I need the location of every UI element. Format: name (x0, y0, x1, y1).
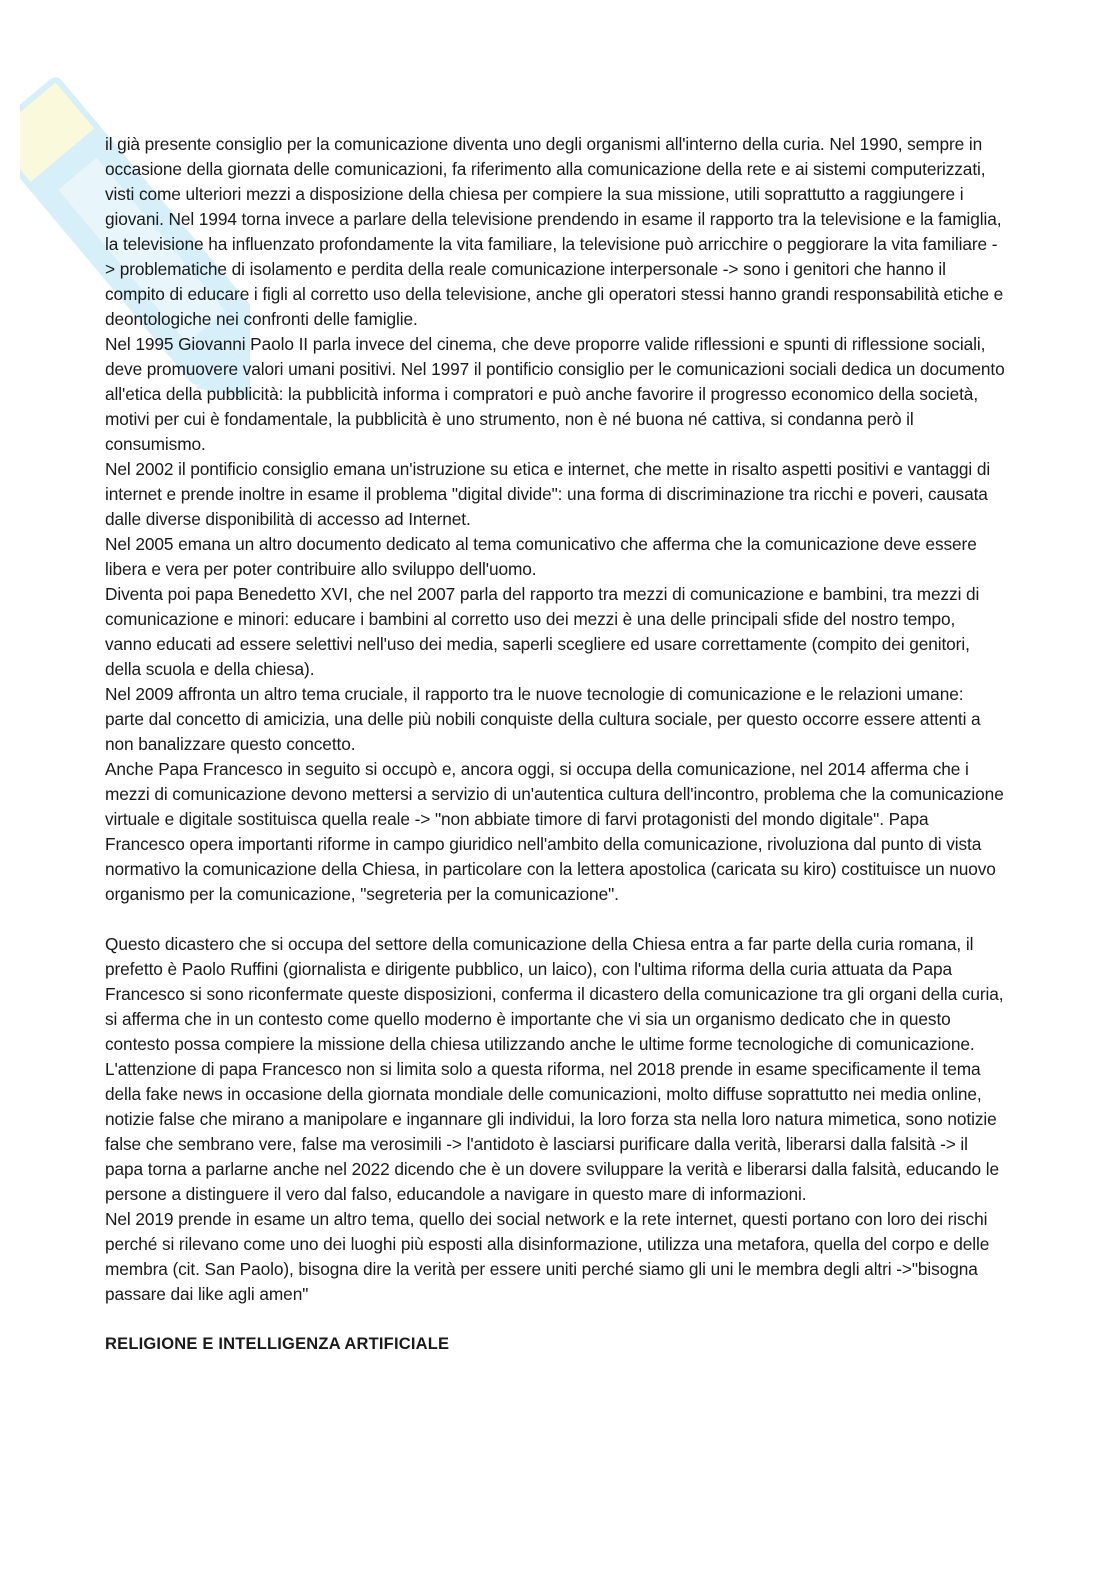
paragraph: Diventa poi papa Benedetto XVI, che nel 2007 parla del rapporto tra mezzi di comunicazione e bambini, tra mezzi di comunicazione e minori: educare i bambini al corretto uso dei mezzi è una delle principali sfide del nostro tempo, vanno educati ad essere selettivi nell'uso dei media, saperli scegliere ed usare correttamente (compito dei genitori, della scuola e della chiesa). (105, 584, 980, 679)
paragraph: L'attenzione di papa Francesco non si limita solo a questa riforma, nel 2018 prende in esame specificamente il tema della fake news in occasione della giornata mondiale delle comunicazioni, molto diffuse soprattutto nei media online, notizie false che mirano a manipolare e ingannare gli individui, la loro forza sta nella loro natura mimetica, sono notizie false che sembrano vere, false ma verosimili -> l'antidoto è lasciarsi purificare dalla verità, liberarsi dalla falsità -> il papa torna a parlarne anche nel 2022 dicendo che è un dovere sviluppare la verità e liberarsi dalla falsità, educando le persone a distinguere il vero dal falso, educandole a navigare in questo mare di informazioni. (105, 1059, 999, 1204)
paragraph: Nel 2005 emana un altro documento dedicato al tema comunicativo che afferma che la comunicazione deve essere libera e vera per poter contribuire allo sviluppo dell'uomo. (105, 534, 977, 579)
paragraph: Anche Papa Francesco in seguito si occupò e, ancora oggi, si occupa della comunicazione, nel 2014 afferma che i mezzi di comunicazione devono mettersi a servizio di un'autentica cultura dell'incontro, problema che la comunicazione virtuale e digitale sostituisca quella reale -> "non abbiate timore di farvi protagonisti del mondo digitale". Papa Francesco opera importanti riforme in campo giuridico nell'ambito della comunicazione, rivoluziona dal punto di vista normativo la comunicazione della Chiesa, in particolare con la lettera apostolica (caricata su kiro) costituisce un nuovo organismo per la comunicazione, "segreteria per la comunicazione". (105, 759, 1004, 904)
paragraph-spacer (105, 907, 1005, 932)
paragraph: Questo dicastero che si occupa del settore della comunicazione della Chiesa entra a far parte della curia romana, il prefetto è Paolo Ruffini (giornalista e dirigente pubblico, un laico), con l'ultima riforma della curia attuata da Papa Francesco si sono riconfermate queste disposizioni, conferma il dicastero della comunicazione tra gli organi della curia, si afferma che in un contesto come quello moderno è importante che vi sia un organismo dedicato che in questo contesto possa compiere la missione della chiesa utilizzando anche le ultime forme tecnologiche di comunicazione. (105, 934, 1004, 1054)
paragraph: Nel 2002 il pontificio consiglio emana un'istruzione su etica e internet, che mette in risalto aspetti positivi e vantaggi di internet e prende inoltre in esame il problema "digital divide": una forma di discriminazione tra ricchi e poveri, causata dalle diverse disponibilità di accesso ad Internet. (105, 459, 991, 529)
paragraph: Nel 2009 affronta un altro tema cruciale, il rapporto tra le nuove tecnologie di comunicazione e le relazioni umane: parte dal concetto di amicizia, una delle più nobili conquiste della cultura sociale, per questo occorre essere attenti a non banalizzare questo concetto. (105, 684, 981, 754)
paragraph: Nel 1995 Giovanni Paolo II parla invece del cinema, che deve proporre valide riflessioni e spunti di riflessione sociali, deve promuovere valori umani positivi. Nel 1997 il pontificio consiglio per le comunicazioni sociali dedica un documento all'etica della pubblicità: la pubblicità informa i compratori e può anche favorire il progresso economico della società, motivi per cui è fondamentale, la pubblicità è uno strumento, non è né buona né cattiva, si condanna però il consumismo. (105, 334, 1005, 454)
paragraph: il già presente consiglio per la comunicazione diventa uno degli organismi all'interno della curia. Nel 1990, sempre in occasione della giornata delle comunicazioni, fa riferimento alla comunicazione della rete e ai sistemi computerizzati, visti come ulteriori mezzi a disposizione della chiesa per compiere la sua missione, utili soprattutto a raggiungere i giovani. Nel 1994 torna invece a parlare della televisione prendendo in esame il rapporto tra la televisione e la famiglia, la televisione ha influenzato profondamente la vita familiare, la televisione può arricchire o peggiorare la vita familiare -> problematiche di isolamento e perdita della reale comunicazione interpersonale -> sono i genitori che hanno il compito di educare i figli al corretto uso della televisione, anche gli operatori stessi hanno grandi responsabilità etiche e deontologiche nei confronti delle famiglie. (105, 134, 1004, 329)
document-page (105, 132, 1005, 1357)
section-heading: RELIGIONE E INTELLIGENZA ARTIFICIALE (105, 1335, 450, 1353)
paragraph: Nel 2019 prende in esame un altro tema, quello dei social network e la rete internet, questi portano con loro dei rischi perché si rilevano come uno dei luoghi più esposti alla disinformazione, utilizza una metafora, quella del corpo e delle membra (cit. San Paolo), bisogna dire la verità per essere uniti perché siamo gli uni le membra degli altri ->"bisogna passare dai like agli amen" (105, 1209, 990, 1304)
